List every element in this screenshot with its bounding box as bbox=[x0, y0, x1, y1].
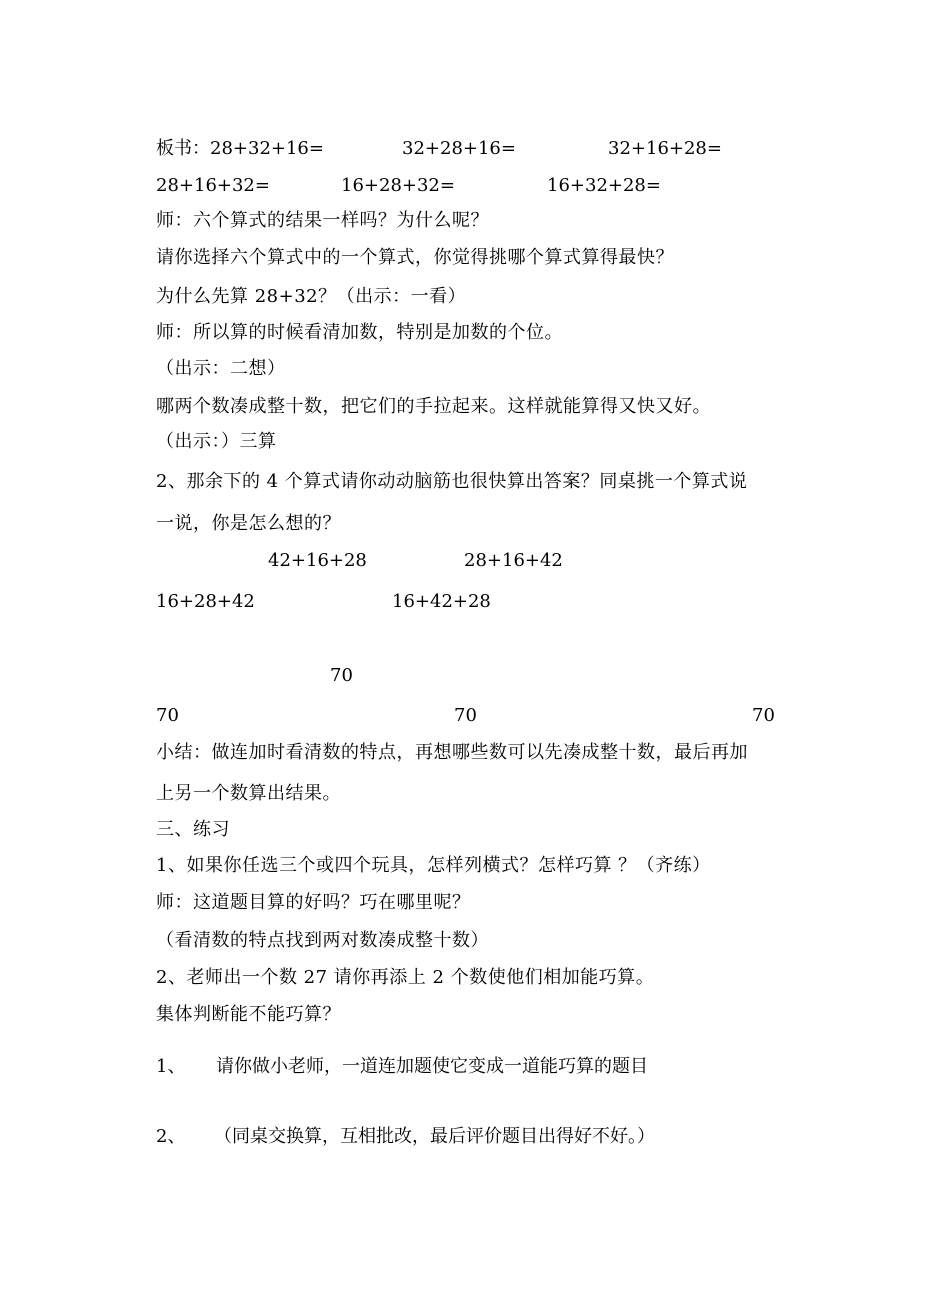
expression: 42+16+28 bbox=[268, 550, 367, 571]
sum-value: 70 bbox=[330, 665, 353, 686]
text-line: 1、如果你任选三个或四个玩具，怎样列横式？怎样巧算 ？（齐练） bbox=[156, 855, 711, 876]
board-expr: 16+28+32= bbox=[341, 175, 455, 196]
text-line: （出示：）三算 bbox=[156, 431, 277, 452]
expression: 28+16+42 bbox=[464, 550, 563, 571]
text-line: （看清数的特点找到两对数凑成整十数） bbox=[156, 930, 489, 951]
board-expr: 28+16+32= bbox=[156, 175, 270, 196]
expression: 16+42+28 bbox=[392, 591, 491, 612]
text-line: 一说，你是怎么想的？ bbox=[156, 513, 341, 534]
text-line: 请你选择六个算式中的一个算式，你觉得挑哪个算式算得最快？ bbox=[156, 247, 674, 268]
sum-value: 70 bbox=[752, 705, 775, 726]
text-line: 师：六个算式的结果一样吗？为什么呢？ bbox=[156, 210, 489, 231]
board-expr: 32+28+16= bbox=[402, 138, 516, 159]
section-heading: 三、练习 bbox=[156, 819, 230, 840]
sum-value: 70 bbox=[156, 705, 179, 726]
list-item-text: （同桌交换算，互相批改，最后评价题目出得好不好。） bbox=[214, 1126, 655, 1147]
text-line: 2、那余下的 4 个算式请你动动脑筋也很快算出答案？同桌挑一个算式说 bbox=[156, 471, 748, 492]
text-line: 小结：做连加时看清数的特点，再想哪些数可以先凑成整十数，最后再加 bbox=[156, 742, 748, 763]
board-expr: 32+16+28= bbox=[608, 138, 722, 159]
text-line: 2、老师出一个数 27 请你再添上 2 个数使他们相加能巧算。 bbox=[156, 967, 655, 988]
text-line: 为什么先算 28+32？（出示：一看） bbox=[156, 286, 467, 307]
text-line: 集体判断能不能巧算？ bbox=[156, 1004, 341, 1025]
board-expr: 28+32+16= bbox=[210, 138, 324, 159]
text-line: 上另一个数算出结果。 bbox=[156, 783, 341, 804]
list-number: 2、 bbox=[156, 1126, 186, 1147]
list-item-text: 请你做小老师，一道连加题使它变成一道能巧算的题目 bbox=[216, 1056, 648, 1077]
board-expr: 16+32+28= bbox=[547, 175, 661, 196]
list-number: 1、 bbox=[156, 1056, 186, 1077]
board-label-and-expr-1 bbox=[156, 137, 324, 161]
board-label: 板书： bbox=[156, 138, 210, 159]
expression: 16+28+42 bbox=[156, 591, 255, 612]
text-line: （出示：二想） bbox=[156, 358, 286, 379]
text-line: 哪两个数凑成整十数，把它们的手拉起来。这样就能算得又快又好。 bbox=[156, 396, 711, 417]
text-line: 师：这道题目算的好吗？巧在哪里呢？ bbox=[156, 892, 471, 913]
text-line: 师：所以算的时候看清加数，特别是加数的个位。 bbox=[156, 322, 563, 343]
sum-value: 70 bbox=[454, 705, 477, 726]
